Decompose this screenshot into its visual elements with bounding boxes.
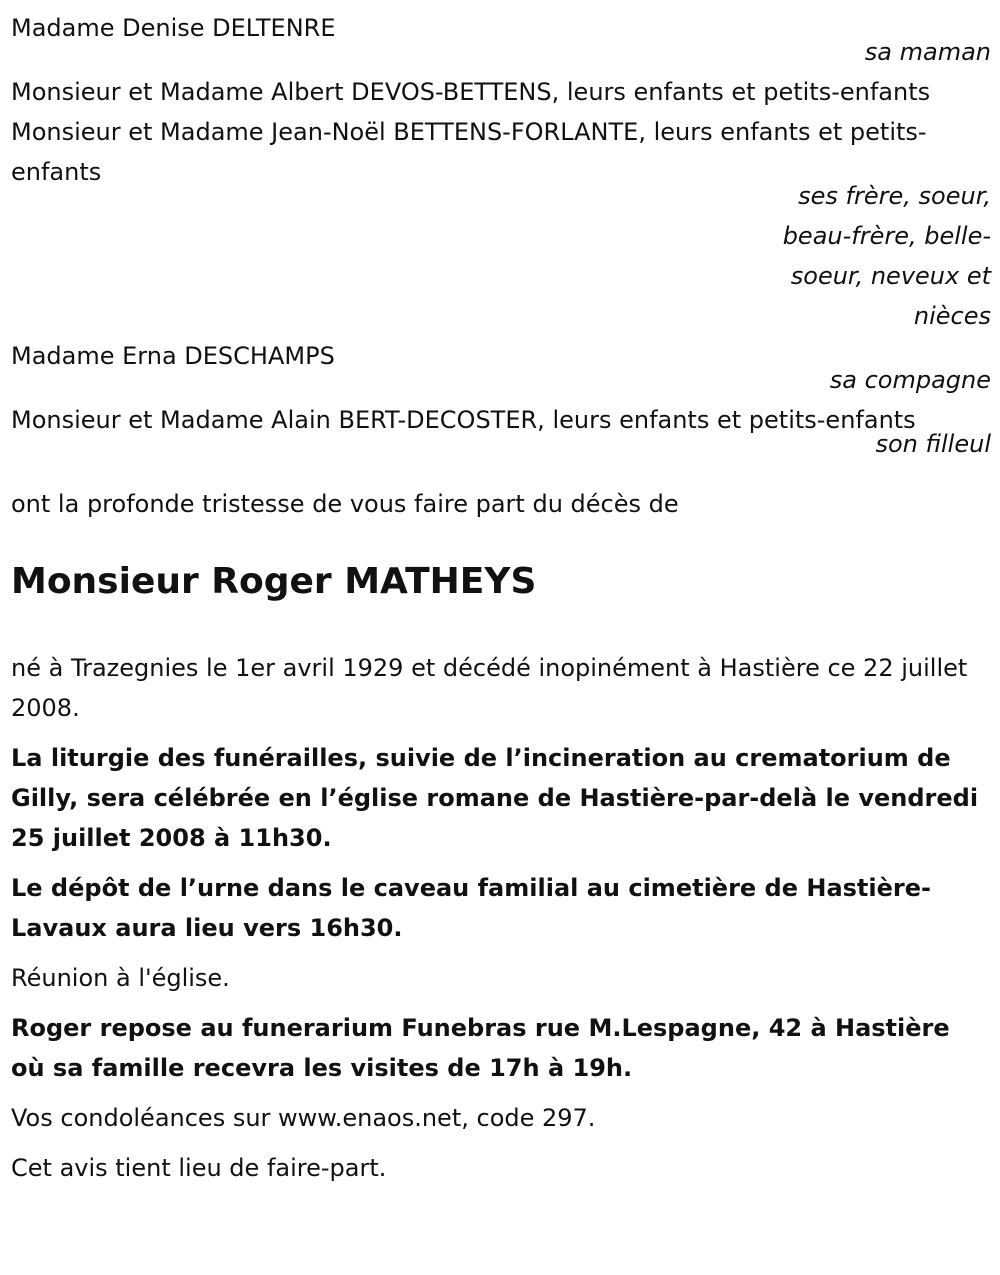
- announcement-intro: ont la profonde tristesse de vous faire part du décès de: [11, 490, 679, 518]
- obituary-notice: [11, 8, 991, 1198]
- family-relation: sa maman: [864, 38, 991, 66]
- birth-death-info: né à Trazegnies le 1er avril 1929 et décédé inopinément à Hastière ce 22 juillet 2008.: [11, 654, 968, 722]
- funerarium-info: Roger repose au funerarium Funebras rue M.Lespagne, 42 à Hastière où sa famille recevra les visites de 17h à 19h.: [11, 1014, 950, 1082]
- funeral-liturgy-info: La liturgie des funérailles, suivie de l’incineration au crematorium de Gilly, sera célébrée en l’église romane de Hastière-par-delà le vendredi 25 juillet 2008 à 11h30.: [11, 744, 979, 852]
- family-member-name: Monsieur et Madame Albert DEVOS-BETTENS, leurs enfants et petits-enfants: [11, 78, 931, 106]
- family-relation: sa compagne: [829, 366, 991, 394]
- family-member-name: Monsieur et Madame Jean-Noël BETTENS-FORLANTE, leurs enfants et petits-enfants: [11, 118, 927, 186]
- family-member-name: Madame Erna DESCHAMPS: [11, 342, 335, 370]
- family-relation: ses frère, soeur, beau-frère, belle-soeur, neveux et nièces: [782, 182, 991, 330]
- deceased-name: Monsieur Roger MATHEYS: [11, 561, 537, 602]
- notice-closing: Cet avis tient lieu de faire-part.: [11, 1154, 387, 1182]
- urn-deposit-info: Le dépôt de l’urne dans le caveau familial au cimetière de Hastière-Lavaux aura lieu vers 16h30.: [11, 874, 931, 942]
- family-relation-box: [11, 176, 991, 336]
- family-member-name: Madame Denise DELTENRE: [11, 14, 336, 42]
- family-relation: son filleul: [875, 430, 991, 458]
- reunion-info: Réunion à l'église.: [11, 964, 230, 992]
- condolences-info: Vos condoléances sur www.enaos.net, code 297.: [11, 1104, 596, 1132]
- family-member-name: Monsieur et Madame Alain BERT-DECOSTER, leurs enfants et petits-enfants: [11, 406, 916, 434]
